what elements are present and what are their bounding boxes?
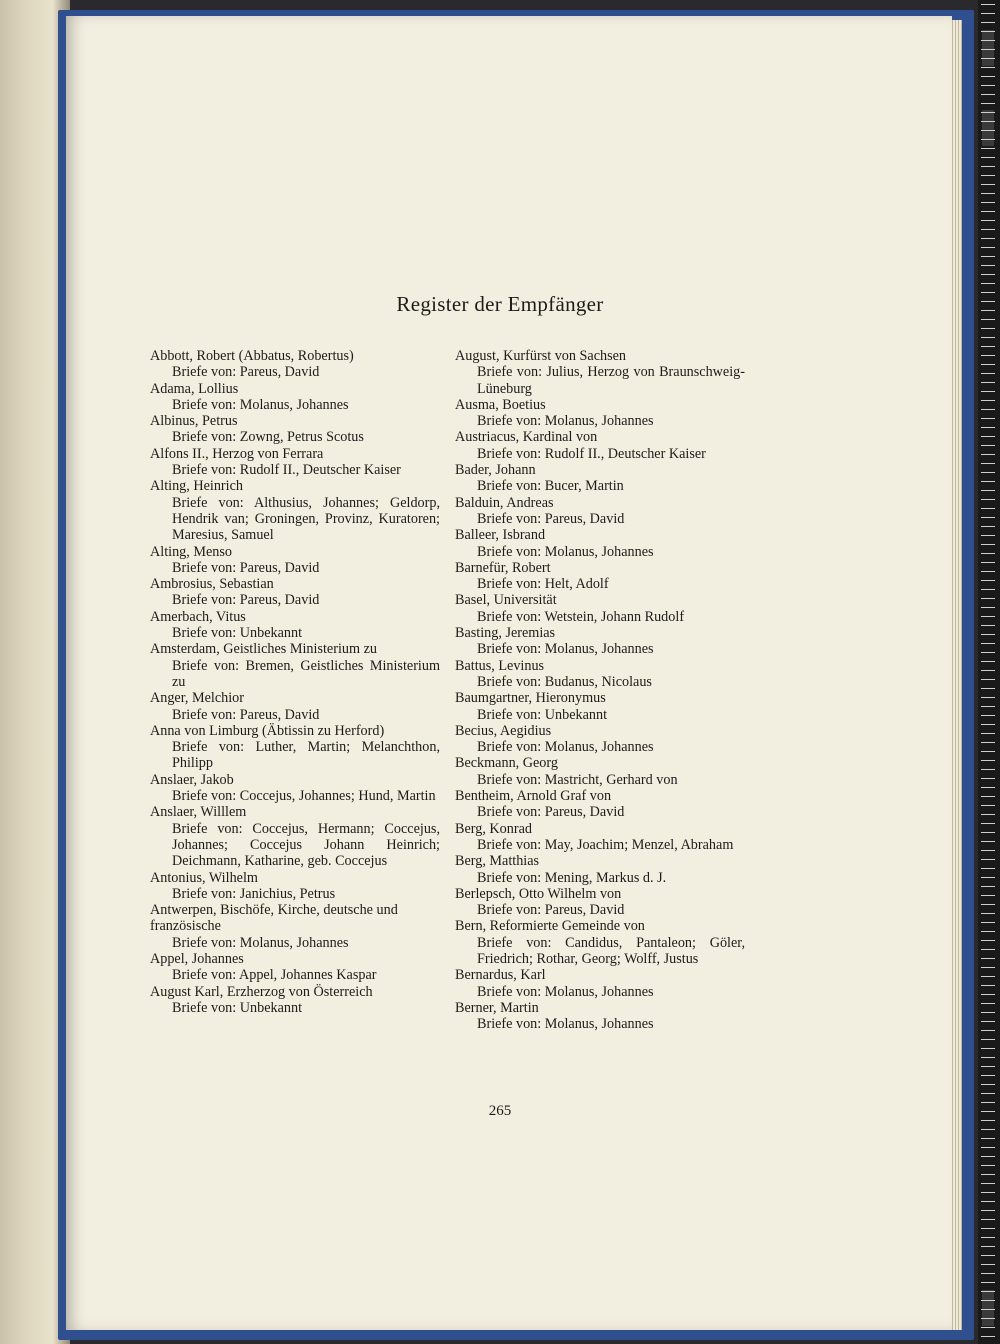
register-entry-letters: Briefe von: Appel, Johannes Kaspar xyxy=(172,967,377,984)
ruler-tick xyxy=(981,544,995,545)
ruler-tick xyxy=(981,391,995,392)
register-entry-letters: Briefe von: Coccejus, Johannes; Hund, Martin xyxy=(172,788,436,805)
ruler-tick xyxy=(981,1039,995,1040)
ruler-block xyxy=(982,1290,994,1326)
register-entry-letters: Briefe von: Janichius, Petrus xyxy=(172,885,336,902)
register-entry-letters: Briefe von: Rudolf II., Deutscher Kaiser xyxy=(477,445,706,462)
register-entry-name: Ambrosius, Sebastian xyxy=(150,576,274,593)
ruler-tick xyxy=(981,157,995,158)
ruler-tick xyxy=(981,688,995,689)
ruler-tick xyxy=(981,166,995,167)
register-entry-letters: Briefe von: Candidus, Pantaleon; Göler, Friedrich; Rothar, Georg; Wolff, Justus xyxy=(477,934,745,967)
ruler-tick xyxy=(981,958,995,959)
ruler-tick xyxy=(981,58,995,59)
ruler-tick xyxy=(981,1210,995,1211)
register-entry-name: Alting, Heinrich xyxy=(150,478,243,495)
ruler-tick xyxy=(981,571,995,572)
register-entry-letters: Briefe von: Molanus, Johannes xyxy=(172,934,349,951)
ruler-tick xyxy=(981,580,995,581)
register-entry-name: Austriacus, Kardinal von xyxy=(455,429,598,446)
ruler-tick xyxy=(981,1246,995,1247)
ruler-tick xyxy=(981,778,995,779)
ruler-tick xyxy=(981,922,995,923)
register-entry-name: Battus, Levinus xyxy=(455,657,545,674)
ruler-tick xyxy=(981,382,995,383)
register-entry-letters: Briefe von: Mastricht, Gerhard von xyxy=(477,771,678,788)
register-entry-name: Alting, Menso xyxy=(150,543,232,560)
ruler-tick xyxy=(981,877,995,878)
register-entry-name: Berg, Konrad xyxy=(455,820,532,837)
register-entry-name: Amsterdam, Geistliches Ministerium zu xyxy=(150,641,377,658)
ruler-tick xyxy=(981,508,995,509)
ruler-tick xyxy=(981,859,995,860)
ruler-tick xyxy=(981,895,995,896)
ruler-tick xyxy=(981,562,995,563)
ruler-tick xyxy=(981,679,995,680)
ruler-tick xyxy=(981,706,995,707)
register-entry-letters: Briefe von: Althusius, Johannes; Geldorp, Hendrik van; Groningen, Provinz, Kuratoren; Maresius, Samuel xyxy=(172,494,440,544)
ruler-tick xyxy=(981,409,995,410)
ruler-tick xyxy=(981,1219,995,1220)
register-entry-letters: Briefe von: May, Joachim; Menzel, Abraham xyxy=(477,836,734,853)
register-entry-name: Barnefür, Robert xyxy=(455,559,551,576)
ruler-tick xyxy=(981,328,995,329)
register-entry-letters: Briefe von: Molanus, Johannes xyxy=(477,739,654,756)
register-entry-name: Berg, Matthias xyxy=(455,853,540,870)
register-entry-name: Beckmann, Georg xyxy=(455,755,558,772)
ruler-tick xyxy=(981,643,995,644)
ruler-tick xyxy=(981,652,995,653)
page-title: Register der Empfänger xyxy=(396,292,604,316)
ruler-tick xyxy=(981,283,995,284)
register-entry-name: Basting, Jeremias xyxy=(455,625,556,642)
ruler-tick xyxy=(981,247,995,248)
ruler-tick xyxy=(981,76,995,77)
ruler-tick xyxy=(981,886,995,887)
register-entry-name: Anslaer, Jakob xyxy=(150,771,234,788)
ruler-tick xyxy=(981,1264,995,1265)
ruler-tick xyxy=(981,1174,995,1175)
register-entry-letters: Briefe von: Pareus, David xyxy=(172,592,320,609)
ruler-tick xyxy=(981,994,995,995)
ruler-tick xyxy=(981,1165,995,1166)
ruler-tick xyxy=(981,1282,995,1283)
register-entry-name: Ausma, Boetius xyxy=(455,396,546,413)
register-entry-name: Baumgartner, Hieronymus xyxy=(455,690,606,707)
ruler-tick xyxy=(981,1084,995,1085)
register-entry-letters: Briefe von: Wetstein, Johann Rudolf xyxy=(477,608,685,625)
ruler-tick xyxy=(981,94,995,95)
ruler-tick xyxy=(981,13,995,14)
ruler-tick xyxy=(981,364,995,365)
ruler-tick xyxy=(981,1183,995,1184)
ruler-tick xyxy=(981,670,995,671)
ruler-tick xyxy=(981,418,995,419)
ruler-tick xyxy=(981,220,995,221)
register-entry-name: Appel, Johannes xyxy=(150,950,244,967)
ruler-tick xyxy=(981,49,995,50)
ruler-tick xyxy=(981,211,995,212)
ruler-tick xyxy=(981,184,995,185)
ruler-block xyxy=(982,110,994,146)
ruler-tick xyxy=(981,319,995,320)
register-entry-name: Alfons II., Herzog von Ferrara xyxy=(150,445,324,462)
ruler-tick xyxy=(981,472,995,473)
ruler-tick xyxy=(981,634,995,635)
ruler-tick xyxy=(981,814,995,815)
register-entry-letters: Briefe von: Unbekannt xyxy=(172,625,303,642)
ruler-tick xyxy=(981,1147,995,1148)
ruler-tick xyxy=(981,1066,995,1067)
ruler-tick xyxy=(981,931,995,932)
ruler-tick xyxy=(981,805,995,806)
register-entry-letters: Briefe von: Bremen, Geistliches Ministerium zu xyxy=(172,657,440,690)
register-entry-name: Albinus, Petrus xyxy=(150,413,238,430)
ruler-tick xyxy=(981,373,995,374)
ruler-tick xyxy=(981,274,995,275)
ruler-tick xyxy=(981,841,995,842)
ruler-tick xyxy=(981,661,995,662)
register-entry-letters: Briefe von: Molanus, Johannes xyxy=(477,641,654,658)
ruler-tick xyxy=(981,1093,995,1094)
ruler-tick xyxy=(981,112,995,113)
ruler-tick xyxy=(981,436,995,437)
register-entry-name: Abbott, Robert (Abbatus, Robertus) xyxy=(150,348,354,364)
ruler-tick xyxy=(981,967,995,968)
ruler-tick xyxy=(981,1192,995,1193)
ruler-tick xyxy=(981,949,995,950)
ruler-block xyxy=(982,30,994,66)
ruler-tick xyxy=(981,346,995,347)
register-entry-name: Amerbach, Vitus xyxy=(150,608,246,625)
ruler-tick xyxy=(981,40,995,41)
ruler-tick xyxy=(981,1291,995,1292)
ruler-tick xyxy=(981,1201,995,1202)
ruler-tick xyxy=(981,499,995,500)
ruler-tick xyxy=(981,454,995,455)
ruler-tick xyxy=(981,760,995,761)
register-column-left xyxy=(150,348,440,1016)
ruler-tick xyxy=(981,976,995,977)
ruler-tick xyxy=(981,445,995,446)
register-entry-letters: Briefe von: Zowng, Petrus Scotus xyxy=(172,429,364,446)
register-entry-name: Adama, Lollius xyxy=(150,380,239,397)
ruler-tick xyxy=(981,85,995,86)
ruler-tick xyxy=(981,1273,995,1274)
ruler-tick xyxy=(981,1012,995,1013)
ruler-tick xyxy=(981,553,995,554)
register-entry-letters: Briefe von: Molanus, Johannes xyxy=(477,543,654,560)
register-entry-name: Berner, Martin xyxy=(455,999,539,1016)
register-entry-letters: Briefe von: Luther, Martin; Melanchthon, Philipp xyxy=(172,739,440,772)
ruler-tick xyxy=(981,121,995,122)
register-entry-letters: Briefe von: Bucer, Martin xyxy=(477,478,624,495)
ruler-tick xyxy=(981,715,995,716)
register-entry-letters: Briefe von: Coccejus, Hermann; Coccejus, Johannes; Coccejus Johann Heinrich; Deichmann, Katharine, geb. Coccejus xyxy=(172,820,440,870)
ruler-tick xyxy=(981,337,995,338)
ruler-tick xyxy=(981,1021,995,1022)
ruler-tick xyxy=(981,733,995,734)
scale-ruler xyxy=(978,0,1000,1344)
ruler-tick xyxy=(981,796,995,797)
ruler-tick xyxy=(981,787,995,788)
ruler-tick xyxy=(981,175,995,176)
ruler-tick xyxy=(981,1057,995,1058)
ruler-tick xyxy=(981,598,995,599)
ruler-tick xyxy=(981,607,995,608)
ruler-tick xyxy=(981,1129,995,1130)
ruler-tick xyxy=(981,868,995,869)
ruler-tick xyxy=(981,526,995,527)
ruler-tick xyxy=(981,850,995,851)
ruler-tick xyxy=(981,229,995,230)
register-entry-letters: Briefe von: Pareus, David xyxy=(172,559,320,576)
ruler-tick xyxy=(981,1075,995,1076)
register-entry-name: Antonius, Wilhelm xyxy=(150,869,258,886)
register-entry-letters: Briefe von: Unbekannt xyxy=(172,999,303,1016)
ruler-tick xyxy=(981,1336,995,1337)
ruler-tick xyxy=(981,1309,995,1310)
register-entry-name: Anger, Melchior xyxy=(150,690,244,707)
register-entry-name: Balduin, Andreas xyxy=(455,494,554,511)
register-entry-letters: Briefe von: Pareus, David xyxy=(172,364,320,381)
ruler-tick xyxy=(981,1030,995,1031)
ruler-tick xyxy=(981,1120,995,1121)
register-column-right xyxy=(455,348,745,1032)
ruler-tick xyxy=(981,400,995,401)
register-entry-name: Berlepsch, Otto Wilhelm von xyxy=(455,885,622,902)
register-entry-letters: Briefe von: Helt, Adolf xyxy=(477,576,609,593)
register-entry-letters: Briefe von: Mening, Markus d. J. xyxy=(477,869,667,886)
ruler-tick xyxy=(981,904,995,905)
ruler-tick xyxy=(981,589,995,590)
ruler-tick xyxy=(981,31,995,32)
register-entry-letters: Briefe von: Molanus, Johannes xyxy=(172,396,349,413)
ruler-tick xyxy=(981,355,995,356)
register-entry-letters: Briefe von: Julius, Herzog von Braunschweig-Lüneburg xyxy=(477,364,745,397)
register-entry-name: Bentheim, Arnold Graf von xyxy=(455,788,612,805)
ruler-tick xyxy=(981,1138,995,1139)
ruler-tick xyxy=(981,625,995,626)
ruler-tick xyxy=(981,1327,995,1328)
register-entry-name: August Karl, Erzherzog von Österreich xyxy=(150,983,373,1000)
ruler-tick xyxy=(981,67,995,68)
ruler-tick xyxy=(981,1300,995,1301)
ruler-tick xyxy=(981,256,995,257)
register-entry-name: Bader, Johann xyxy=(455,462,536,479)
register-entry-letters: Briefe von: Pareus, David xyxy=(477,510,625,527)
ruler-tick xyxy=(981,940,995,941)
register-entry-letters: Briefe von: Pareus, David xyxy=(172,706,320,723)
ruler-tick xyxy=(981,139,995,140)
ruler-tick xyxy=(981,130,995,131)
ruler-tick xyxy=(981,427,995,428)
register-entry-name: Balleer, Isbrand xyxy=(455,527,546,544)
ruler-tick xyxy=(981,616,995,617)
ruler-tick xyxy=(981,1318,995,1319)
register-entry-name: Becius, Aegidius xyxy=(455,722,552,739)
register-entry-letters: Briefe von: Budanus, Nicolaus xyxy=(477,673,652,690)
ruler-tick xyxy=(981,1237,995,1238)
ruler-tick xyxy=(981,148,995,149)
ruler-tick xyxy=(981,1048,995,1049)
register-entry-letters: Briefe von: Unbekannt xyxy=(477,706,608,723)
ruler-tick xyxy=(981,1228,995,1229)
register-entry-letters: Briefe von: Molanus, Johannes xyxy=(477,983,654,1000)
ruler-tick xyxy=(981,463,995,464)
ruler-tick xyxy=(981,823,995,824)
ruler-tick xyxy=(981,1255,995,1256)
ruler-tick xyxy=(981,832,995,833)
register-entry-letters: Briefe von: Rudolf II., Deutscher Kaiser xyxy=(172,462,401,479)
ruler-tick xyxy=(981,22,995,23)
ruler-tick xyxy=(981,103,995,104)
ruler-tick xyxy=(981,535,995,536)
register-entry-letters: Briefe von: Pareus, David xyxy=(477,902,625,919)
ruler-tick xyxy=(981,1156,995,1157)
ruler-tick xyxy=(981,751,995,752)
ruler-tick xyxy=(981,985,995,986)
register-entry-name: Bern, Reformierte Gemeinde von xyxy=(455,918,645,935)
register-entry-name: Anslaer, Willlem xyxy=(150,804,247,821)
ruler-tick xyxy=(981,202,995,203)
register-entry-name: Anna von Limburg (Äbtissin zu Herford) xyxy=(150,722,385,739)
ruler-tick xyxy=(981,742,995,743)
ruler-tick xyxy=(981,490,995,491)
ruler-tick xyxy=(981,265,995,266)
ruler-tick xyxy=(981,4,995,5)
ruler-tick xyxy=(981,517,995,518)
ruler-tick xyxy=(981,724,995,725)
ruler-tick xyxy=(981,193,995,194)
ruler-tick xyxy=(981,913,995,914)
register-entry-name: August, Kurfürst von Sachsen xyxy=(455,348,627,364)
ruler-tick xyxy=(981,697,995,698)
register-entry-letters: Briefe von: Pareus, David xyxy=(477,804,625,821)
register-entry-name: Basel, Universität xyxy=(455,592,557,609)
register-entry-name: Bernardus, Karl xyxy=(455,967,546,984)
ruler-tick xyxy=(981,1003,995,1004)
register-entry-name: Antwerpen, Bischöfe, Kirche, deutsche und französische xyxy=(150,902,398,935)
ruler-tick xyxy=(981,238,995,239)
ruler-tick xyxy=(981,481,995,482)
ruler-tick xyxy=(981,769,995,770)
register-entry-letters: Briefe von: Molanus, Johannes xyxy=(477,1016,654,1033)
page-number: 265 xyxy=(488,1103,512,1119)
register-entry-letters: Briefe von: Molanus, Johannes xyxy=(477,413,654,430)
